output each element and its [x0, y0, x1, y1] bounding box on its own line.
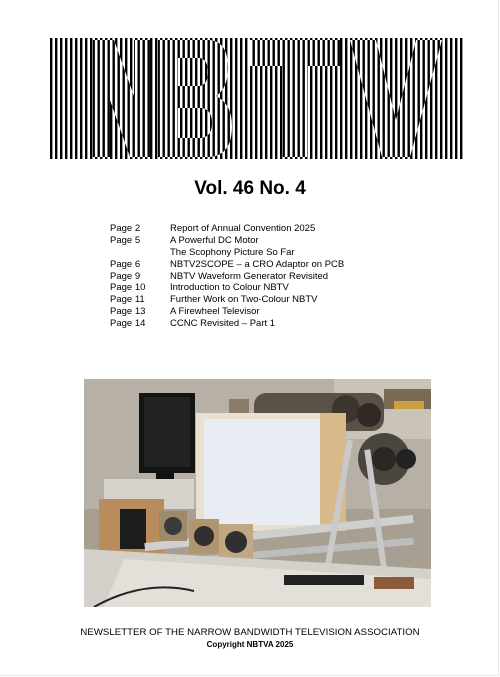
contents-page-number: Page 13 [110, 306, 146, 318]
contents-page-number: Page 9 [110, 270, 141, 282]
contents-row [110, 318, 344, 330]
nbtv-logo [50, 38, 464, 159]
contents-article-title: NBTV2SCOPE – a CRO Adaptor on PCB [170, 258, 345, 270]
contents-article-title: Introduction to Colour NBTV [170, 282, 289, 294]
contents-row [110, 271, 344, 283]
newsletter-caption: NEWSLETTER OF THE NARROW BANDWIDTH TELEVISION ASSOCIATION [80, 627, 420, 638]
contents-page-number: Page 5 [110, 234, 141, 246]
contents-page-number: Page 6 [110, 258, 141, 270]
table-of-contents [110, 223, 344, 330]
contents-row [110, 223, 344, 235]
contents-page-number: Page 14 [110, 318, 146, 330]
contents-article-title: The Scophony Picture So Far [170, 246, 295, 258]
copyright-line: Copyright NBTVA 2025 [206, 640, 294, 649]
contents-article-title: Further Work on Two-Colour NBTV [170, 294, 318, 306]
contents-article-title: CCNC Revisited – Part 1 [170, 318, 276, 330]
contents-row [110, 247, 344, 259]
televisor-photo [84, 379, 431, 607]
contents-row [110, 294, 344, 306]
contents-article-title: A Powerful DC Motor [170, 234, 259, 246]
contents-page-number: Page 2 [110, 223, 141, 234]
issue-volume: Vol. 46 No. 4 [194, 178, 306, 199]
contents-row [110, 259, 344, 271]
contents-page-number: Page 10 [110, 282, 146, 294]
contents-article-title: Report of Annual Convention 2025 [170, 223, 316, 234]
contents-page-number: Page 11 [110, 294, 145, 306]
contents-article-title: A Firewheel Televisor [170, 306, 260, 318]
contents-article-title: NBTV Waveform Generator Revisited [170, 270, 329, 282]
contents-row [110, 282, 344, 294]
contents-row [110, 235, 344, 247]
contents-page-number [110, 247, 170, 259]
contents-row [110, 306, 344, 318]
